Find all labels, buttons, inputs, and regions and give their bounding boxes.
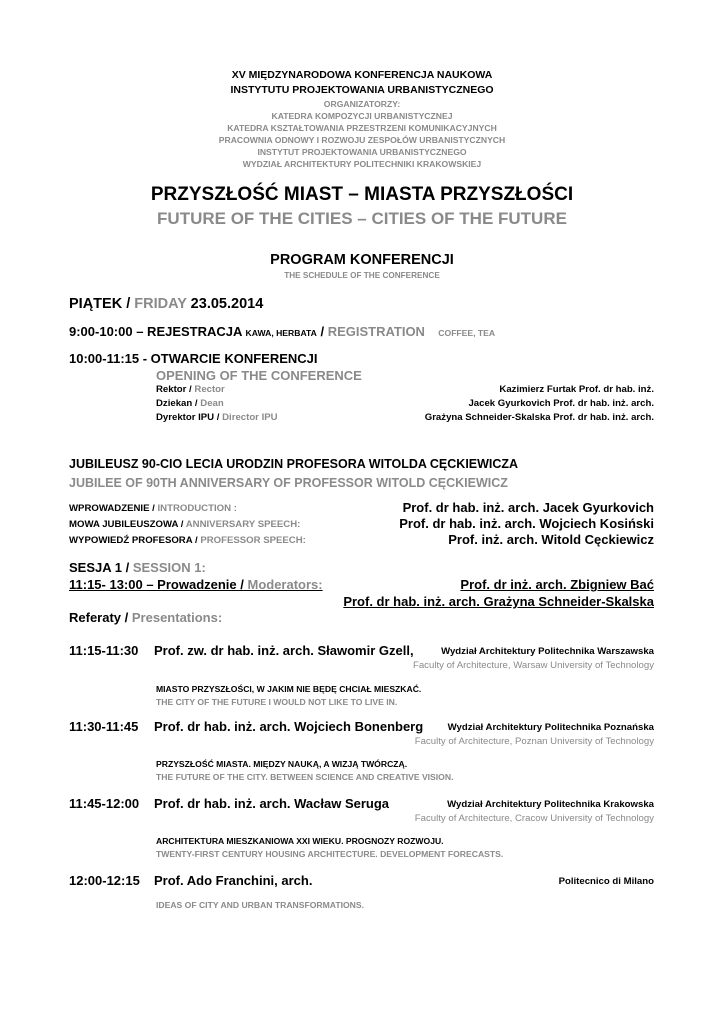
papers-heading: Referaty / Presentations: [69,610,223,625]
talk-speaker: Prof. zw. dr hab. inż. arch. Sławomir Gzell, [154,643,414,658]
registration-line [69,323,495,341]
jubilee-en: JUBILEE OF 90TH ANNIVERSARY OF PROFESSOR WITOLD CĘCKIEWICZ [69,476,508,490]
talk-affiliation-pl: Wydział Architektury Politechnika Krakowska [447,799,654,810]
organizer-item: INSTYTUT PROJEKTOWANIA URBANISTYCZNEGO [257,147,467,157]
organizer-item: WYDZIAŁ ARCHITEKTURY POLITECHNIKI KRAKOWSKIEJ [242,159,482,169]
organizer-item: KATEDRA KSZTAŁTOWANIA PRZESTRZENI KOMUNIKACYJNYCH [227,123,497,133]
talk-speaker: Prof. dr hab. inż. arch. Wacław Seruga [154,796,390,811]
talk-time: 12:00-12:15 [69,873,140,888]
official-role: Dyrektor IPU / Director IPU [156,412,278,423]
talk-time: 11:15-11:30 [69,643,139,658]
jubilee-item-label: WPROWADZENIE / INTRODUCTION : [69,503,237,514]
organizers-label: ORGANIZATORZY: [323,99,401,109]
moderator-1: Prof. dr inż. arch. Zbigniew Bać [460,577,654,592]
jubilee-item-name: Prof. inż. arch. Witold Cęckiewicz [448,532,654,547]
conference-name-line1: XV MIĘDZYNARODOWA KONFERENCJA NAUKOWA [231,69,493,81]
talk-affiliation-en: Faculty of Architecture, Cracow University of Technology [414,813,654,824]
official-name: Jacek Gyurkovich Prof. dr hab. inż. arch. [468,398,654,409]
organizer-item: PRACOWNIA ODNOWY I ROZWOJU ZESPOŁÓW URBANISTYCZNYCH [218,135,506,145]
registration-pl: 9:00-10:00 – REJESTRACJA [69,324,246,339]
talk-affiliation-pl: Wydział Architektury Politechnika Warszawska [441,646,654,657]
official-role: Rektor / Rector [156,384,225,395]
talk-affiliation-pl: Politecnico di Milano [558,876,654,887]
talk-speaker: Prof. Ado Franchini, arch. [154,873,313,888]
organizer-item: KATEDRA KOMPOZYCJI URBANISTYCZNEJ [271,111,453,121]
day-en: FRIDAY [134,296,187,312]
talk-speaker: Prof. dr hab. inż. arch. Wojciech Bonenberg [154,719,424,734]
talk-time: 11:45-12:00 [69,796,140,811]
talk-affiliation-en: Faculty of Architecture, Warsaw University of Technology [412,660,654,671]
official-name: Kazimierz Furtak Prof. dr hab. inż. [499,384,654,395]
day-date: 23.05.2014 [186,296,264,312]
session-time: 11:15- 13:00 – Prowadzenie / Moderators: [69,577,323,592]
title-pl: PRZYSZŁOŚĆ MIAST – MIASTA PRZYSZŁOŚCI [150,184,574,205]
moderator-2: Prof. dr hab. inż. arch. Grażyna Schneider-Skalska [343,594,654,609]
talk-title-pl: ARCHITEKTURA MIESZKANIOWA XXI WIEKU. PROGNOZY ROZWOJU. [156,836,444,846]
registration-sep: / [316,324,328,339]
talk-affiliation-en: Faculty of Architecture, Poznan University of Technology [414,736,654,747]
official-name: Grażyna Schneider-Skalska Prof. dr hab. inż. arch. [424,412,654,423]
conference-name-line2: INSTYTUTU PROJEKTOWANIA URBANISTYCZNEGO [230,84,494,96]
opening-en: OPENING OF THE CONFERENCE [156,368,362,383]
jubilee-pl: JUBILEUSZ 90-CIO LECIA URODZIN PROFESORA WITOLDA CĘCKIEWICZA [69,457,519,471]
talk-time: 11:30-11:45 [69,719,139,734]
program-heading: PROGRAM KONFERENCJI [270,252,454,268]
opening-pl: 10:00-11:15 - OTWARCIE KONFERENCJI [69,351,318,366]
program-subheading: THE SCHEDULE OF THE CONFERENCE [284,271,440,280]
talk-title-en: THE CITY OF THE FUTURE I WOULD NOT LIKE TO LIVE IN. [156,697,398,707]
jubilee-item-label: WYPOWIEDŹ PROFESORA / PROFESSOR SPEECH: [69,535,306,546]
jubilee-item-name: Prof. dr hab. inż. arch. Wojciech Kosiński [399,516,654,531]
talk-title-pl: MIASTO PRZYSZŁOŚCI, W JAKIM NIE BĘDĘ CHCIAŁ MIESZKAĆ. [156,684,422,694]
session-heading: SESJA 1 / SESSION 1: [69,560,206,575]
talk-affiliation-pl: Wydział Architektury Politechnika Poznańska [447,722,654,733]
registration-extra-en: COFFEE, TEA [438,328,496,338]
talk-title-pl: PRZYSZŁOŚĆ MIASTA. MIĘDZY NAUKĄ, A WIZJĄ TWÓRCZĄ. [156,759,408,769]
registration-extra-pl: KAWA, HERBATA [245,328,317,338]
jubilee-item-name: Prof. dr hab. inż. arch. Jacek Gyurkovich [402,500,654,515]
talk-title-en: IDEAS OF CITY AND URBAN TRANSFORMATIONS. [156,900,364,910]
day-pl: PIĄTEK / [69,296,135,312]
registration-en: REGISTRATION [327,324,425,339]
talk-title-en: TWENTY-FIRST CENTURY HOUSING ARCHITECTURE. DEVELOPMENT FORECASTS. [156,849,504,859]
day-heading [69,296,263,312]
jubilee-item-label: MOWA JUBILEUSZOWA / ANNIVERSARY SPEECH: [69,519,301,530]
title-en: FUTURE OF THE CITIES – CITIES OF THE FUTURE [157,209,567,228]
talk-title-en: THE FUTURE OF THE CITY. BETWEEN SCIENCE AND CREATIVE VISION. [156,772,454,782]
official-role: Dziekan / Dean [156,398,224,409]
